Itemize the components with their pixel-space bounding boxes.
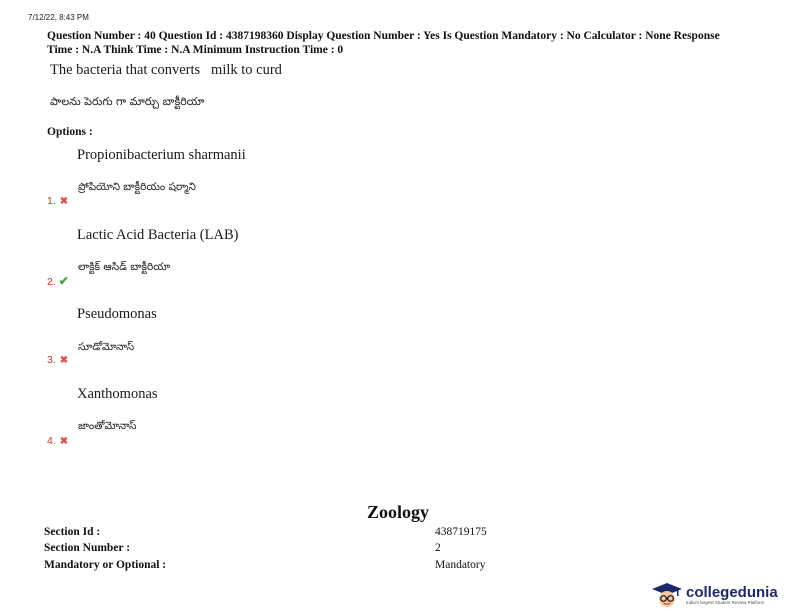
section-id-value: 438719175 — [435, 526, 487, 538]
mandatory-value: Mandatory — [435, 559, 486, 571]
option-2-number — [47, 274, 69, 288]
logo-wordmark: collegedunia — [686, 584, 778, 601]
option-3-number — [47, 354, 68, 366]
section-number-label: Section Number : — [44, 542, 131, 554]
wrong-cross-icon: ✖ — [59, 355, 69, 366]
option-2-telugu: లాక్టిక్ ఆసిడ్ బాక్టీరియా — [78, 261, 171, 273]
logo-tagline: India's largest Student Review Platform — [686, 600, 765, 605]
option-number-label: 1. — [47, 195, 56, 207]
option-4-telugu: జాంతోమోనాస్ — [78, 420, 137, 432]
section-id-label: Section Id : — [44, 526, 101, 538]
option-1-telugu: ప్రోపియోని బాక్టీరియం షర్మాని — [78, 181, 196, 193]
option-1-text: Propionibacterium sharmanii — [77, 147, 246, 163]
option-3-text: Pseudomonas — [77, 306, 157, 322]
wrong-cross-icon: ✖ — [59, 436, 69, 447]
option-1-number — [47, 195, 68, 207]
option-2-text: Lactic Acid Bacteria (LAB) — [77, 227, 239, 243]
option-number-label: 2. — [47, 276, 56, 288]
meta-line-1: Question Number : 40 Question Id : 4387198360 Display Question Number : Yes Is Question Mandatory : No Calculator : None Response — [47, 30, 720, 42]
question-meta — [47, 29, 767, 57]
wrong-cross-icon: ✖ — [59, 196, 69, 207]
question-text-telugu: పాలను పెరుగు గా మార్చు బాక్టీరియా — [50, 95, 205, 108]
section-title: Zoology — [367, 502, 430, 522]
option-4-text: Xanthomonas — [77, 386, 158, 402]
option-number-label: 4. — [47, 435, 56, 447]
option-3-telugu: సూడోమోనాస్ — [78, 341, 135, 353]
collegedunia-logo-icon — [651, 582, 683, 613]
mandatory-label: Mandatory or Optional : — [44, 559, 167, 571]
print-timestamp: 7/12/22, 8:43 PM — [28, 13, 89, 22]
section-number-value: 2 — [435, 542, 441, 554]
question-text: The bacteria that converts milk to curd — [50, 62, 282, 78]
options-label: Options : — [47, 126, 93, 138]
option-4-number — [47, 435, 68, 447]
meta-line-2: Time : N.A Think Time : N.A Minimum Instruction Time : 0 — [47, 44, 344, 56]
correct-check-icon: ✔ — [58, 274, 69, 288]
option-number-label: 3. — [47, 354, 56, 366]
